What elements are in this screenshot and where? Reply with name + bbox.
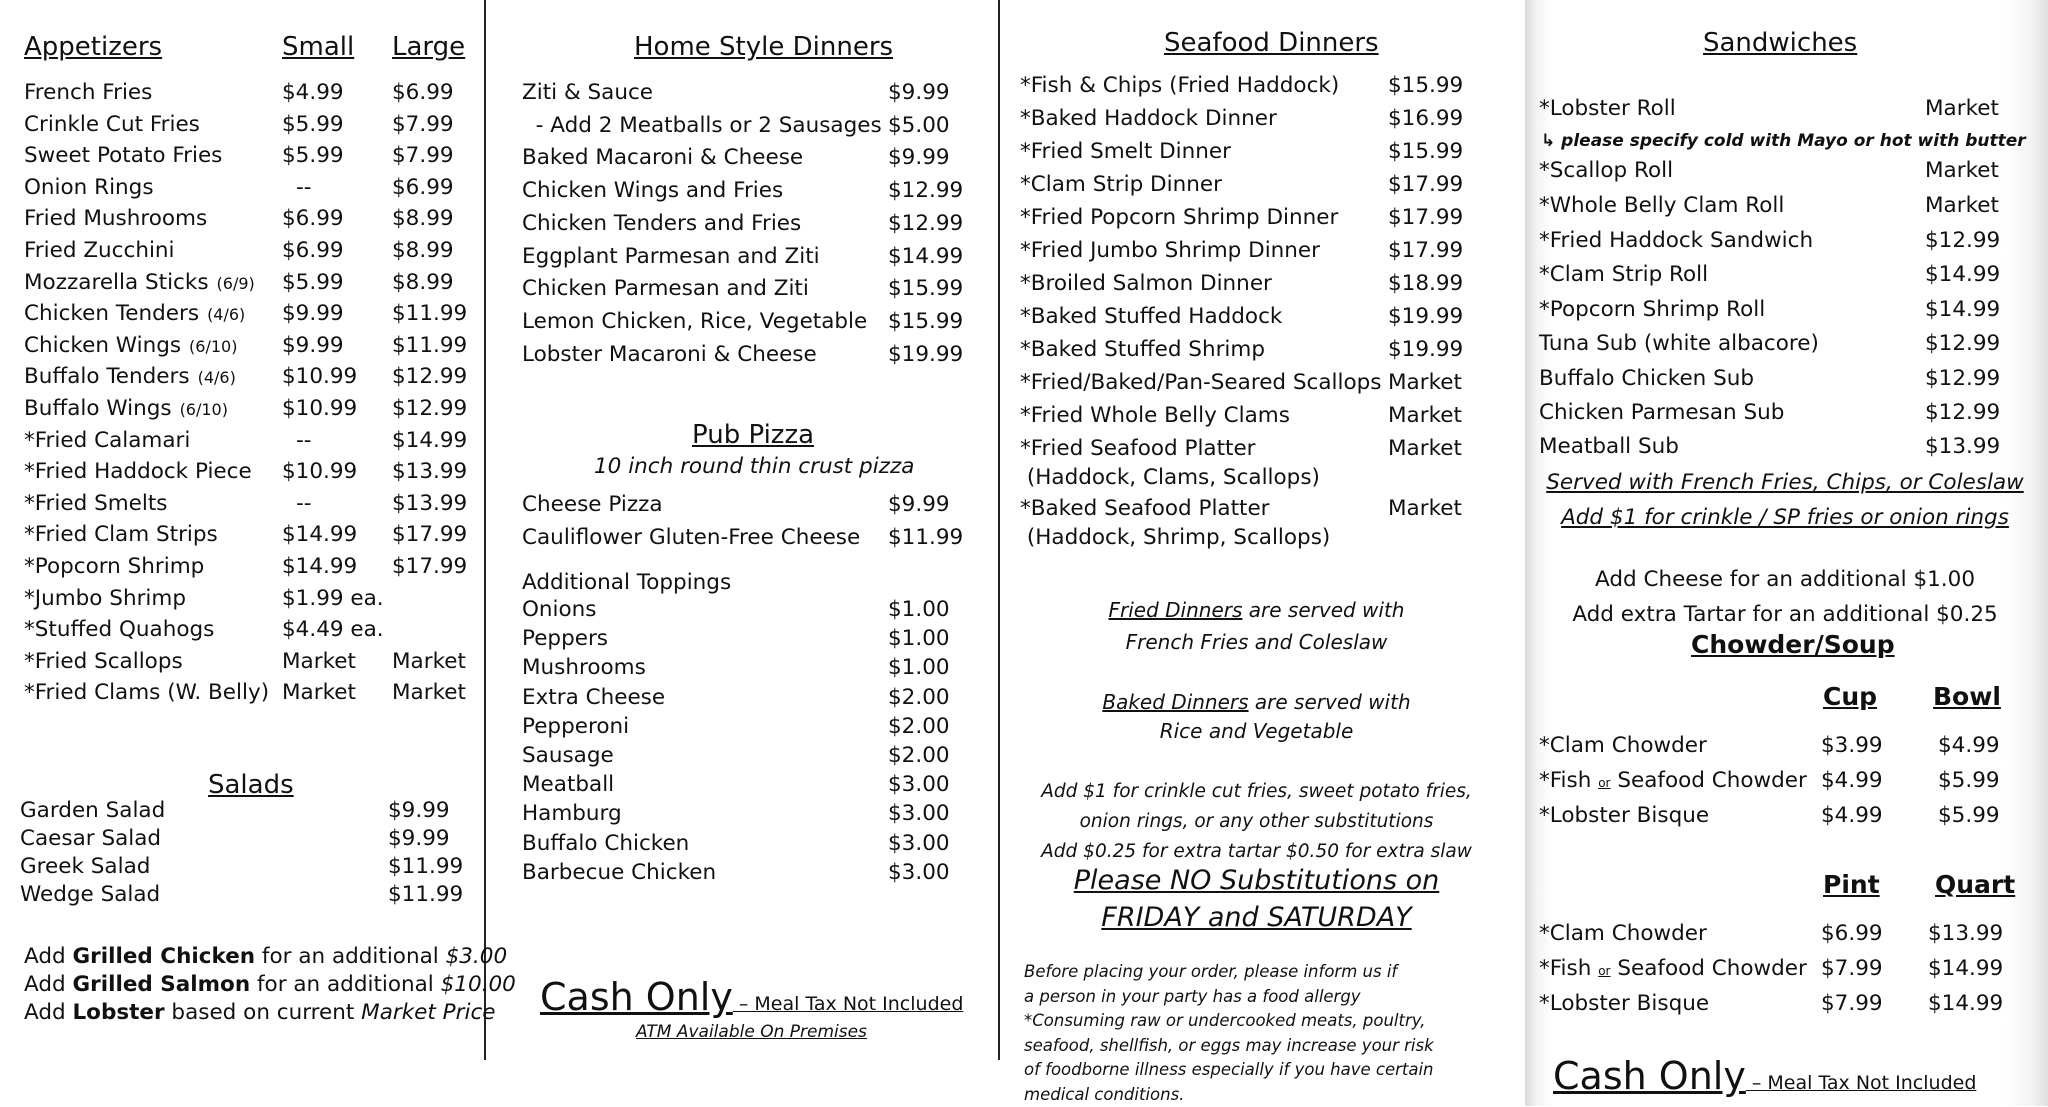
appetizer-row	[24, 301, 245, 326]
appetizer-small-price: $1.99 ea.	[282, 586, 384, 611]
chowder-name: *Clam Chowder	[1539, 921, 1707, 946]
sandwich-name: *Fried Haddock Sandwich	[1539, 228, 1813, 253]
chowder-name-rest: Seafood Chowder	[1610, 956, 1806, 981]
fried-dinners-note	[1000, 594, 1513, 658]
dinner-name: Lemon Chicken, Rice, Vegetable	[522, 309, 867, 334]
sandwich-price: $13.99	[1925, 434, 2000, 459]
allergy-line: of foodborne illness especially if you have certain	[1024, 1058, 1434, 1083]
appetizer-small-price: $14.99	[282, 522, 357, 547]
appetizer-row	[24, 428, 190, 453]
appetizer-row	[24, 112, 200, 137]
appetizer-small-price: $5.99	[282, 112, 344, 137]
cash-only-notice	[540, 975, 963, 1019]
sandwich-price: $12.99	[1925, 366, 2000, 391]
appetizer-small-price: $4.99	[282, 80, 344, 105]
fried-dinners-sides: French Fries and Coleslaw	[1000, 626, 1513, 658]
chowder-price-large: $5.99	[1938, 768, 2000, 793]
salad-price: $11.99	[388, 882, 463, 907]
dinner-name: Chicken Tenders and Fries	[522, 211, 801, 236]
bowl-header: Bowl	[1933, 682, 2001, 711]
sandwich-price: $12.99	[1925, 331, 2000, 356]
sandwich-name: Tuna Sub (white albacore)	[1539, 331, 1819, 356]
chowder-name: *Lobster Bisque	[1539, 803, 1709, 828]
cash-only-label-2: Cash Only	[1553, 1054, 1746, 1098]
seafood-name: *Fried Whole Belly Clams	[1020, 403, 1290, 428]
chowder-price-large: $14.99	[1928, 956, 2003, 981]
sandwich-name: *Whole Belly Clam Roll	[1539, 193, 1784, 218]
seafood-name: *Clam Strip Dinner	[1020, 172, 1222, 197]
seafood-price: Market	[1388, 403, 1462, 428]
salad-name: Greek Salad	[20, 854, 150, 879]
chowder-name: *Clam Chowder	[1539, 733, 1707, 758]
appetizer-small-price: $10.99	[282, 364, 357, 389]
sandwich-price: $12.99	[1925, 400, 2000, 425]
dinner-name: - Add 2 Meatballs or 2 Sausages	[522, 113, 882, 138]
appetizer-large-price: $14.99	[392, 428, 467, 453]
appetizer-large-price: $11.99	[392, 333, 467, 358]
topping-name: Sausage	[522, 743, 614, 768]
salad-price: $9.99	[388, 798, 450, 823]
fried-dinners-rest: are served with	[1242, 598, 1404, 622]
seafood-price: $17.99	[1388, 238, 1463, 263]
appetizer-small-price: $10.99	[282, 396, 357, 421]
allergy-line: Before placing your order, please inform us if	[1024, 960, 1434, 985]
appetizer-name: *Fried Clam Strips	[24, 522, 218, 547]
baked-dinners-label: Baked Dinners	[1102, 690, 1248, 714]
topping-name: Mushrooms	[522, 655, 646, 680]
seafood-name: *Baked Seafood Platter	[1020, 496, 1270, 521]
appetizers-title: Appetizers	[24, 32, 162, 62]
no-substitutions-notice	[1000, 862, 1513, 936]
chowder-price-small: $4.99	[1821, 803, 1883, 828]
chowder-price-small: $3.99	[1821, 733, 1883, 758]
topping-name: Barbecue Chicken	[522, 860, 716, 885]
seafood-price: Market	[1388, 436, 1462, 461]
appetizer-row	[24, 206, 207, 231]
seafood-price: $16.99	[1388, 106, 1463, 131]
appetizer-row	[24, 586, 186, 611]
salad-addon-line	[24, 972, 516, 997]
seafood-name: *Fried/Baked/Pan-Seared Scallops	[1020, 370, 1382, 395]
appetizer-name: Crinkle Cut Fries	[24, 112, 200, 137]
seafood-name: (Haddock, Clams, Scallops)	[1020, 465, 1320, 490]
seafood-name: *Fried Seafood Platter	[1020, 436, 1256, 461]
topping-price: $1.00	[888, 655, 950, 680]
dinner-price: $9.99	[888, 80, 950, 105]
seafood-price: $15.99	[1388, 73, 1463, 98]
chowder-row	[1539, 768, 1807, 793]
appetizer-row	[24, 364, 236, 389]
sandwich-price: Market	[1925, 96, 1999, 121]
appetizers-column	[0, 0, 484, 1106]
appetizer-small-price: $9.99	[282, 333, 344, 358]
seafood-name: *Baked Stuffed Haddock	[1020, 304, 1282, 329]
seafood-price: Market	[1388, 496, 1462, 521]
addon-prefix: Add	[24, 1000, 72, 1025]
appetizer-count: (4/6)	[207, 305, 245, 324]
allergy-line: seafood, shellfish, or eggs may increase your risk	[1024, 1034, 1434, 1059]
appetizer-row	[24, 680, 269, 705]
pizza-subtitle: 10 inch round thin crust pizza	[594, 454, 914, 479]
pizza-price: $11.99	[888, 525, 963, 550]
appetizer-name: *Stuffed Quahogs	[24, 617, 214, 642]
appetizer-name: Sweet Potato Fries	[24, 143, 222, 168]
appetizer-large-price: $8.99	[392, 206, 454, 231]
appetizer-name: *Fried Scallops	[24, 649, 183, 674]
seafood-title: Seafood Dinners	[1164, 28, 1379, 58]
appetizer-row	[24, 491, 168, 516]
appetizer-row	[24, 143, 222, 168]
addon-item: Grilled Salmon	[72, 972, 250, 997]
sandwich-price: Market	[1925, 158, 1999, 183]
dinner-name: Lobster Macaroni & Cheese	[522, 342, 817, 367]
dinner-price: $5.00	[888, 113, 950, 138]
appetizer-row	[24, 617, 214, 642]
topping-name: Pepperoni	[522, 714, 629, 739]
meal-tax-note: – Meal Tax Not Included	[733, 993, 964, 1015]
quart-header: Quart	[1935, 870, 2015, 899]
allergy-line: *Consuming raw or undercooked meats, poultry,	[1024, 1009, 1434, 1034]
chowder-name: *Fish	[1539, 956, 1598, 981]
appetizer-small-price: Market	[282, 680, 356, 705]
chowder-title: Chowder/Soup	[1691, 630, 1895, 659]
cash-only-label: Cash Only	[540, 975, 733, 1019]
topping-price: $2.00	[888, 714, 950, 739]
seafood-name: *Fried Smelt Dinner	[1020, 139, 1231, 164]
cash-only-notice-2	[1553, 1054, 1976, 1098]
appetizer-small-price: $6.99	[282, 238, 344, 263]
add-crinkle-note: Add $1 for crinkle / SP fries or onion rings	[1525, 505, 2045, 530]
salad-addon-line	[24, 944, 507, 969]
appetizer-name: Mozzarella Sticks	[24, 270, 209, 295]
appetizer-large-price: Market	[392, 649, 466, 674]
topping-price: $2.00	[888, 685, 950, 710]
pint-header: Pint	[1823, 870, 1880, 899]
seafood-price: $17.99	[1388, 205, 1463, 230]
appetizer-small-price: $6.99	[282, 206, 344, 231]
sandwich-name: Meatball Sub	[1539, 434, 1679, 459]
topping-price: $3.00	[888, 772, 950, 797]
or-word: or	[1598, 776, 1610, 790]
chowder-name: *Fish	[1539, 768, 1598, 793]
addon-price: $3.00	[446, 944, 508, 969]
dinner-price: $14.99	[888, 244, 963, 269]
appetizer-large-price: $12.99	[392, 396, 467, 421]
appetizer-small-price: --	[296, 428, 312, 453]
dinner-name: Ziti & Sauce	[522, 80, 653, 105]
dinner-price: $12.99	[888, 211, 963, 236]
toppings-title: Additional Toppings	[522, 570, 731, 595]
baked-dinners-sides: Rice and Vegetable	[1000, 717, 1513, 746]
dinner-price: $15.99	[888, 276, 963, 301]
seafood-price: $15.99	[1388, 139, 1463, 164]
appetizer-name: Fried Mushrooms	[24, 206, 207, 231]
appetizer-count: (6/10)	[189, 337, 237, 356]
chowder-row	[1539, 803, 1709, 828]
appetizer-large-price: $8.99	[392, 270, 454, 295]
appetizer-row	[24, 270, 255, 295]
chowder-row	[1539, 956, 1807, 981]
appetizer-large-price: $12.99	[392, 364, 467, 389]
sandwich-name: *Clam Strip Roll	[1539, 262, 1708, 287]
appetizer-small-price: $4.49 ea.	[282, 617, 384, 642]
atm-note: ATM Available On Premises	[636, 1022, 867, 1042]
appetizer-row	[24, 396, 228, 421]
appetizer-small-price: $14.99	[282, 554, 357, 579]
appetizer-name: *Popcorn Shrimp	[24, 554, 204, 579]
chowder-price-small: $4.99	[1821, 768, 1883, 793]
sandwich-name: *Popcorn Shrimp Roll	[1539, 297, 1765, 322]
topping-price: $3.00	[888, 860, 950, 885]
chowder-price-large: $14.99	[1928, 991, 2003, 1016]
topping-name: Peppers	[522, 626, 608, 651]
seafood-name: *Broiled Salmon Dinner	[1020, 271, 1272, 296]
lobster-roll-note: ↳ please specify cold with Mayo or hot with butter	[1541, 131, 2026, 151]
appetizer-count: (6/10)	[180, 400, 228, 419]
appetizer-small-price: --	[296, 175, 312, 200]
topping-name: Onions	[522, 597, 597, 622]
salad-name: Garden Salad	[20, 798, 165, 823]
appetizer-large-price: $17.99	[392, 554, 467, 579]
topping-price: $2.00	[888, 743, 950, 768]
topping-price: $3.00	[888, 831, 950, 856]
salad-addon-line	[24, 1000, 496, 1025]
baked-dinners-note	[1000, 688, 1513, 746]
appetizers-small-header: Small	[282, 32, 354, 62]
appetizer-name: Onion Rings	[24, 175, 154, 200]
seafood-price: $19.99	[1388, 337, 1463, 362]
allergy-line: a person in your party has a food allergy	[1024, 985, 1434, 1010]
addon-text: for an additional	[255, 944, 445, 969]
salads-title: Salads	[208, 770, 294, 800]
appetizer-count: (6/9)	[217, 274, 255, 293]
seafood-name: *Baked Haddock Dinner	[1020, 106, 1277, 131]
seafood-name: (Haddock, Shrimp, Scallops)	[1020, 525, 1330, 550]
served-with-note: Served with French Fries, Chips, or Coleslaw	[1525, 470, 2045, 495]
pizza-title: Pub Pizza	[692, 420, 814, 450]
appetizer-large-price: $13.99	[392, 459, 467, 484]
topping-name: Buffalo Chicken	[522, 831, 689, 856]
appetizer-name: Chicken Tenders	[24, 301, 199, 326]
addon-text: based on current	[165, 1000, 362, 1025]
appetizer-large-price: $7.99	[392, 112, 454, 137]
sandwich-price: $14.99	[1925, 262, 2000, 287]
addon-item: Grilled Chicken	[72, 944, 255, 969]
dinner-name: Chicken Parmesan and Ziti	[522, 276, 809, 301]
seafood-price: $18.99	[1388, 271, 1463, 296]
appetizer-large-price: $11.99	[392, 301, 467, 326]
appetizer-large-price: $17.99	[392, 522, 467, 547]
chowder-price-large: $4.99	[1938, 733, 2000, 758]
addon-prefix: Add	[24, 972, 72, 997]
appetizer-name: *Fried Clams (W. Belly)	[24, 680, 269, 705]
addon-item: Lobster	[72, 1000, 164, 1025]
addon-price: Market Price	[361, 1000, 495, 1025]
pizza-name: Cauliflower Gluten-Free Cheese	[522, 525, 860, 550]
topping-price: $1.00	[888, 626, 950, 651]
appetizers-large-header: Large	[392, 32, 465, 62]
appetizer-large-price: $7.99	[392, 143, 454, 168]
sandwich-name: *Scallop Roll	[1539, 158, 1673, 183]
appetizer-small-price: Market	[282, 649, 356, 674]
dinner-name: Chicken Wings and Fries	[522, 178, 783, 203]
seafood-price: $19.99	[1388, 304, 1463, 329]
sandwich-name: Buffalo Chicken Sub	[1539, 366, 1754, 391]
dinner-price: $9.99	[888, 145, 950, 170]
meal-tax-note-2: – Meal Tax Not Included	[1746, 1072, 1977, 1094]
chowder-price-small: $7.99	[1821, 991, 1883, 1016]
sandwich-price: $12.99	[1925, 228, 2000, 253]
fried-dinners-label: Fried Dinners	[1109, 598, 1243, 622]
pizza-price: $9.99	[888, 492, 950, 517]
appetizer-row	[24, 80, 152, 105]
home-style-title: Home Style Dinners	[634, 32, 893, 62]
chowder-row	[1539, 733, 1707, 758]
chowder-price-small: $6.99	[1821, 921, 1883, 946]
dinner-price: $19.99	[888, 342, 963, 367]
sandwich-name: *Lobster Roll	[1539, 96, 1676, 121]
appetizer-small-price: --	[296, 491, 312, 516]
appetizer-large-price: Market	[392, 680, 466, 705]
salad-price: $9.99	[388, 826, 450, 851]
appetizer-small-price: $9.99	[282, 301, 344, 326]
allergy-line: medical conditions.	[1024, 1083, 1434, 1107]
appetizer-name: *Fried Calamari	[24, 428, 190, 453]
sandwich-price: $14.99	[1925, 297, 2000, 322]
seafood-price: $17.99	[1388, 172, 1463, 197]
sandwich-name: Chicken Parmesan Sub	[1539, 400, 1784, 425]
seafood-price: Market	[1388, 370, 1462, 395]
appetizer-name: *Fried Smelts	[24, 491, 168, 516]
chowder-row	[1539, 991, 1709, 1016]
appetizer-small-price: $5.99	[282, 270, 344, 295]
addon-text: for an additional	[250, 972, 440, 997]
sandwiches-title: Sandwiches	[1703, 28, 1857, 58]
appetizer-small-price: $10.99	[282, 459, 357, 484]
dinner-name: Baked Macaroni & Cheese	[522, 145, 803, 170]
no-substitutions-line-2: FRIDAY and SATURDAY	[1000, 899, 1513, 936]
appetizer-row	[24, 175, 154, 200]
seafood-name: *Fish & Chips (Fried Haddock)	[1020, 73, 1339, 98]
appetizer-name: *Fried Haddock Piece	[24, 459, 252, 484]
topping-name: Extra Cheese	[522, 685, 665, 710]
appetizer-name: Buffalo Tenders	[24, 364, 190, 389]
sandwich-price: Market	[1925, 193, 1999, 218]
chowder-price-large: $5.99	[1938, 803, 2000, 828]
appetizer-large-price: $6.99	[392, 80, 454, 105]
substitutions-line-1: Add $1 for crinkle cut fries, sweet potato fries,	[1000, 777, 1513, 807]
appetizer-name: Buffalo Wings	[24, 396, 172, 421]
salad-price: $11.99	[388, 854, 463, 879]
chowder-price-large: $13.99	[1928, 921, 2003, 946]
salad-name: Wedge Salad	[20, 882, 160, 907]
salad-name: Caesar Salad	[20, 826, 161, 851]
topping-price: $1.00	[888, 597, 950, 622]
topping-name: Meatball	[522, 772, 614, 797]
allergy-notice	[1024, 960, 1434, 1107]
appetizer-large-price: $6.99	[392, 175, 454, 200]
addon-price: $10.00	[441, 972, 516, 997]
seafood-column	[1000, 0, 1525, 1106]
add-tartar-note: Add extra Tartar for an additional $0.25	[1525, 602, 2045, 627]
appetizer-row	[24, 554, 204, 579]
appetizer-name: *Jumbo Shrimp	[24, 586, 186, 611]
pizza-name: Cheese Pizza	[522, 492, 663, 517]
or-word: or	[1598, 964, 1610, 978]
dinner-price: $12.99	[888, 178, 963, 203]
appetizer-row	[24, 649, 183, 674]
appetizer-small-price: $5.99	[282, 143, 344, 168]
chowder-name-rest: Seafood Chowder	[1610, 768, 1806, 793]
chowder-name: *Lobster Bisque	[1539, 991, 1709, 1016]
sandwiches-column	[1525, 0, 2048, 1106]
no-substitutions-line-1: Please NO Substitutions on	[1000, 862, 1513, 899]
dinner-price: $15.99	[888, 309, 963, 334]
cup-header: Cup	[1823, 682, 1877, 711]
chowder-price-small: $7.99	[1821, 956, 1883, 981]
appetizer-row	[24, 333, 237, 358]
appetizer-row	[24, 238, 175, 263]
appetizer-large-price: $13.99	[392, 491, 467, 516]
topping-name: Hamburg	[522, 801, 622, 826]
substitutions-line-2: onion rings, or any other substitutions	[1000, 807, 1513, 837]
appetizer-row	[24, 522, 218, 547]
dinner-name: Eggplant Parmesan and Ziti	[522, 244, 820, 269]
substitutions-line-3: Add $0.25 for extra tartar $0.50 for extra slaw	[1000, 837, 1513, 867]
seafood-name: *Baked Stuffed Shrimp	[1020, 337, 1265, 362]
addon-prefix: Add	[24, 944, 72, 969]
chowder-row	[1539, 921, 1707, 946]
seafood-name: *Fried Popcorn Shrimp Dinner	[1020, 205, 1338, 230]
appetizer-large-price: $8.99	[392, 238, 454, 263]
appetizer-row	[24, 459, 252, 484]
seafood-name: *Fried Jumbo Shrimp Dinner	[1020, 238, 1320, 263]
add-cheese-note: Add Cheese for an additional $1.00	[1525, 567, 2045, 592]
appetizer-name: Chicken Wings	[24, 333, 181, 358]
baked-dinners-rest: are served with	[1249, 690, 1411, 714]
appetizer-name: French Fries	[24, 80, 152, 105]
home-style-column	[486, 0, 998, 1106]
appetizer-count: (4/6)	[198, 368, 236, 387]
appetizer-name: Fried Zucchini	[24, 238, 175, 263]
topping-price: $3.00	[888, 801, 950, 826]
substitutions-note	[1000, 777, 1513, 867]
